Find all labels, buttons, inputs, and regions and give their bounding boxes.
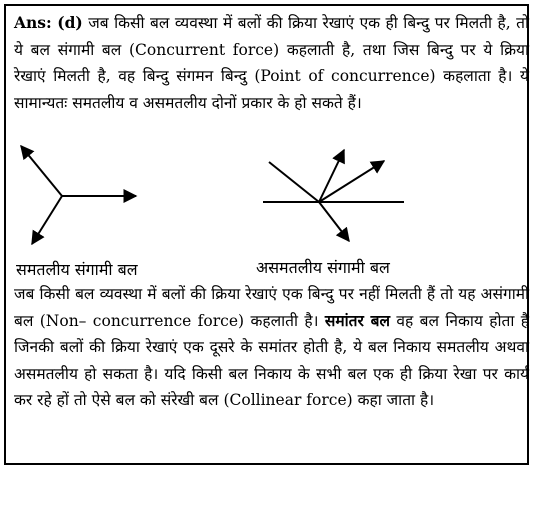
force-arrow	[319, 202, 349, 241]
paragraph-text: जब किसी बल व्यवस्था में बलों की क्रिया रेखाएं एक ही बिन्दु पर मिलती है, तो ये बल संगामी बल (Concurrent force) कहलाती है, तथा जिस बिन्दु पर ये क्रिया रेखाएं मिलती है, वह बिन्दु संगमन बिन्दु (Point of concurrence) कहलाता है। ये सामान्यतः समतलीय व असमतलीय दोनों प्रकार के हो सकते हैं।	[14, 14, 529, 112]
paragraph-nonconcurrent-forces	[14, 281, 529, 414]
coplanar-concurrent-diagram	[21, 146, 136, 244]
bold-term: समांतर बल	[324, 310, 390, 330]
force-arrow	[21, 146, 62, 196]
answer-label: Ans:	[14, 13, 52, 32]
answer-box	[4, 4, 529, 465]
force-arrow	[269, 162, 319, 202]
caption-noncoplanar: असमतलीय संगामी बल	[256, 258, 390, 277]
answer-option: (d)	[57, 13, 83, 32]
paragraph-text: जब किसी बल व्यवस्था में बलों की क्रिया रेखाएं एक बिन्दु पर नहीं मिलती हैं तो यह असंगामी बल (Non– concurrence force) कहलाती है।	[14, 285, 529, 330]
paragraph-text: वह बल निकाय होता है जिनकी बलों की क्रिया रेखाएं एक दूसरे के समांतर होती है, ये बल निकाय समतलीय अथवा असमतलीय हो सकता है। यदि किसी बल निकाय के सभी बल एक ही क्रिया रेखा पर कार्य कर रहे हों तो ऐसे बल को संरेखी बल (Collinear force) कहा जाता है।	[14, 311, 529, 409]
paragraph-concurrent-forces	[14, 10, 529, 116]
force-arrow	[32, 196, 62, 244]
noncoplanar-concurrent-diagram	[263, 150, 404, 241]
caption-coplanar: समतलीय संगामी बल	[16, 260, 138, 279]
